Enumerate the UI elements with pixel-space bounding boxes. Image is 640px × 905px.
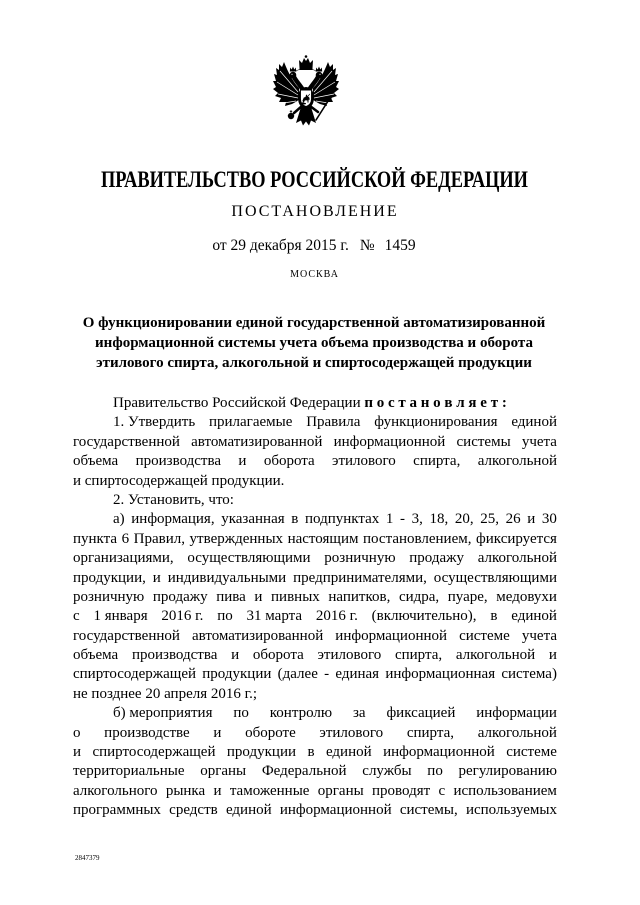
subparagraph-b: [73, 704, 557, 820]
word: объема: [73, 453, 119, 470]
word: и: [254, 588, 263, 605]
word: продукции: [226, 744, 297, 761]
word: спирта,: [413, 453, 461, 470]
body-line: [73, 801, 557, 820]
word: с: [73, 608, 80, 625]
word: по: [217, 608, 233, 625]
word: системе: [506, 744, 557, 761]
word: государственной: [73, 627, 180, 644]
word: единой: [325, 744, 372, 761]
word: органы: [317, 782, 364, 799]
word: по: [233, 705, 249, 722]
body-line: [73, 762, 557, 781]
body-line: не позднее 20 апреля 2016 г.;: [73, 685, 257, 702]
issuer-heading: [0, 166, 628, 194]
subparagraph-a: [73, 510, 557, 704]
word: единой: [511, 414, 557, 431]
word: фиксацией: [386, 705, 456, 722]
document-date: от 29 декабря 2015 г.: [212, 237, 349, 254]
word: спиртосодержащей: [92, 744, 216, 761]
word: спиртосодержащей: [73, 666, 197, 683]
word: продукции,: [73, 569, 146, 586]
word: этилового: [332, 453, 396, 470]
word: (включительно),: [371, 608, 477, 625]
body-line: [73, 627, 557, 646]
word: указанная: [221, 511, 285, 528]
issuer-text: ПРАВИТЕЛЬСТВО РОССИЙСКОЙ ФЕДЕРАЦИИ: [100, 167, 528, 192]
word: автоматизированной: [191, 627, 324, 644]
word: в: [307, 744, 315, 761]
word: и: [152, 569, 161, 586]
word: 1 января: [93, 608, 148, 625]
title-line: этилового спирта, алкогольной и спиртосодержащей продукции: [96, 355, 532, 371]
preamble: [73, 394, 557, 413]
word: оборота: [263, 453, 315, 470]
word: продукции: [202, 666, 272, 683]
word: алкогольной: [477, 724, 557, 741]
shield-with-rider: [301, 90, 312, 107]
word: алкогольной: [477, 550, 557, 567]
word: алкогольного: [73, 782, 158, 799]
word: организациями,: [73, 550, 174, 567]
word: использованием: [453, 782, 557, 799]
body-line: [73, 743, 557, 762]
word: 2016 г.: [315, 608, 358, 625]
word: Правила: [306, 414, 361, 431]
body-line: [73, 433, 557, 452]
paragraph-1: [73, 413, 557, 491]
date-and-number: [0, 236, 628, 256]
word: розничную: [324, 550, 396, 567]
number-sign: №: [359, 237, 375, 254]
word: государственной: [73, 433, 180, 450]
word: подпунктах: [304, 511, 380, 528]
word: автоматизированной: [191, 433, 323, 450]
paragraph-2: [73, 491, 557, 510]
coat-of-arms-icon: [271, 54, 341, 134]
word: о: [73, 724, 81, 741]
word: системы: [456, 433, 511, 450]
word: службы: [362, 763, 412, 780]
word: производстве: [104, 724, 190, 741]
word: 1. Утвердить: [113, 414, 196, 431]
preamble-verb: п о с т а н о в л я е т :: [364, 395, 507, 411]
word: а): [113, 511, 125, 528]
body-line: [73, 607, 557, 626]
word: утвержденных: [189, 530, 284, 547]
word: этилового: [317, 647, 382, 664]
word: обороте: [245, 724, 296, 741]
word: -: [400, 511, 406, 528]
word: -: [324, 666, 330, 683]
word: Федеральной: [261, 763, 347, 780]
document-number: 1459: [384, 237, 416, 254]
word: и: [213, 724, 222, 741]
word: пункта: [73, 530, 118, 547]
word: рынка: [165, 782, 206, 799]
word: 31 марта: [246, 608, 303, 625]
body-line: [73, 646, 557, 665]
word: продажу: [409, 550, 464, 567]
word: в: [490, 608, 498, 625]
word: информационной: [335, 627, 448, 644]
word: контролю: [269, 705, 333, 722]
word: информационная: [385, 666, 496, 683]
word: учета: [521, 433, 557, 450]
word: информационной: [333, 433, 446, 450]
word: розничную: [73, 588, 145, 605]
word: этилового: [319, 724, 384, 741]
title-line: О функционировании единой государственной автоматизированной: [82, 315, 546, 331]
word: и: [73, 744, 82, 761]
body-line: [73, 782, 557, 801]
word: средств: [169, 802, 218, 819]
word: система): [501, 666, 557, 683]
title-line: информационной системы учета объема производства и оборота: [95, 335, 533, 351]
body-line: 2. Установить, что:: [113, 491, 234, 508]
word: объема: [73, 647, 119, 664]
city: МОСКВА: [290, 269, 339, 280]
word: осуществляющими: [433, 569, 557, 586]
word: по: [427, 763, 443, 780]
word: постановлением,: [363, 530, 472, 547]
body-line: [73, 588, 557, 607]
word: пива: [216, 588, 246, 605]
word: производства: [131, 647, 218, 664]
word: информации: [476, 705, 557, 722]
document-body: [73, 394, 557, 821]
word: сидра,: [398, 588, 440, 605]
body-line: [73, 510, 557, 529]
word: 6: [121, 530, 130, 547]
crowns: [290, 55, 322, 71]
word: программных: [73, 802, 161, 819]
word: единой: [511, 608, 557, 625]
word: и: [548, 647, 557, 664]
word: 3,: [411, 511, 423, 528]
document-title: [0, 313, 628, 373]
word: 30: [541, 511, 557, 528]
word: с: [438, 782, 446, 799]
word: и: [213, 782, 222, 799]
word: таможенные: [229, 782, 310, 799]
footer-code: 2847379: [75, 854, 100, 862]
word: медовухи: [496, 588, 557, 605]
word: (далее: [277, 666, 318, 683]
word: в: [291, 511, 299, 528]
word: настоящим: [287, 530, 359, 547]
body-line: [73, 413, 557, 432]
word: 20,: [454, 511, 474, 528]
body-line: [73, 704, 557, 723]
word: фиксируется: [476, 530, 557, 547]
word: индивидуальными: [167, 569, 287, 586]
preamble-text: Правительство Российской Федерации: [113, 395, 361, 411]
word: органы: [200, 763, 247, 780]
body-line: [73, 530, 557, 549]
word: единой: [225, 802, 272, 819]
word: функционирования: [374, 414, 498, 431]
word: 26: [505, 511, 521, 528]
word: 1: [385, 511, 394, 528]
word: системе: [459, 627, 510, 644]
word: пивных: [271, 588, 320, 605]
word: прилагаемые: [208, 414, 293, 431]
word: информационной: [279, 802, 392, 819]
word: и: [231, 647, 240, 664]
word: производства: [135, 453, 222, 470]
word: регулированию: [458, 763, 557, 780]
word: продажу: [152, 588, 208, 605]
word: пуаре,: [447, 588, 488, 605]
body-line: [73, 549, 557, 568]
word: за: [352, 705, 366, 722]
body-line: [73, 569, 557, 588]
word: информация,: [131, 511, 215, 528]
document-type: ПОСТАНОВЛЕНИЕ: [231, 203, 399, 220]
word: проводят: [372, 782, 431, 799]
word: Правил,: [133, 530, 185, 547]
word: системы,: [399, 802, 458, 819]
eagle-heads: [286, 72, 327, 79]
body-line: [73, 724, 557, 743]
word: и: [527, 511, 536, 528]
body-line: [73, 452, 557, 471]
word: используемых: [465, 802, 557, 819]
word: алкогольной: [455, 647, 536, 664]
word: оборота: [252, 647, 304, 664]
body-line: и спиртосодержащей продукции.: [73, 472, 285, 489]
word: спирта,: [394, 647, 443, 664]
word: учета: [521, 627, 557, 644]
word: и: [238, 453, 247, 470]
word: предпринимателями,: [293, 569, 427, 586]
word: 25,: [480, 511, 500, 528]
word: территориальные: [73, 763, 185, 780]
word: информационной: [383, 744, 495, 761]
word: напитков,: [328, 588, 391, 605]
word: единая: [335, 666, 380, 683]
word: б) мероприятия: [113, 705, 213, 722]
word: алкогольной: [477, 453, 557, 470]
word: осуществляющими: [187, 550, 311, 567]
word: 18,: [429, 511, 449, 528]
word: 2016 г.: [161, 608, 204, 625]
body-line: [73, 665, 557, 684]
word: спирта,: [406, 724, 455, 741]
